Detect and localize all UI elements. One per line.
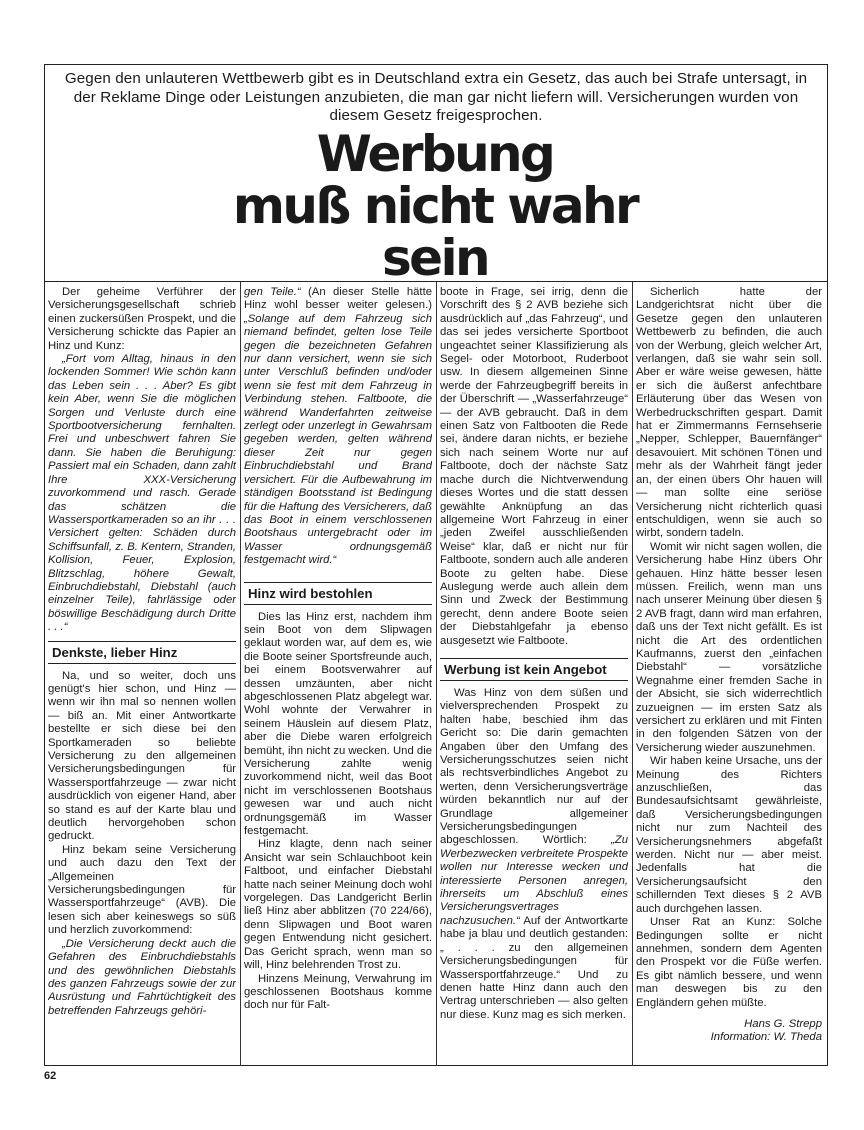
paragraph: Dies las Hinz erst, nachdem ihm sein Boot von dem Slipwagen geklaut worden war, auf dem es, wie die Boote seiner Sportsfreunde auch, bei einem Bootsverwahrer auf dessen umzäunten, aber nicht abgeschlossenen Platz abgelegt war. Wohl wohnte der Verwahrer in seinem Häuslein auf diesem Platz, aber die Diebe waren erfolgreich bemüht, ihn nicht zu wecken. Und die Versicherung zahlte wenig zuvorkommend nicht, weil das Boot nicht im verschlossenen Bootshaus gewesen war und auch nicht ordnungsgemäß im Wasser festgemacht. — [244, 610, 432, 838]
paragraph: Der geheime Verführer der Versicherungsgesellschaft schrieb einen zuckersüßen Prospekt, und die Versicherung schickte das Papier an Hinz und Kunz: — [48, 286, 236, 352]
text-fragment: Auf der Antwortkarte habe ja blau und deutlich gestanden: „ . . . zu den allgemeinen Versicherungsbedingungen für Wassersportfahrzeuge.“ Und zu denen hatte Hinz dann auch den Vertrag unterschrieben — also gelten nur diese. Kunz mag es sich merken. — [440, 914, 628, 1021]
paragraph: Hinzens Meinung, Verwahrung im geschlossenen Bootshaus komme doch nur für Falt- — [244, 972, 432, 1012]
subheading-werbung-ist-kein-angebot: Werbung ist kein Angebot — [440, 658, 628, 681]
page-number: 62 — [44, 1070, 57, 1082]
paragraph: Womit wir nicht sagen wollen, die Versicherung habe Hinz übers Ohr gehauen. Hinz hätte besser lesen müssen. Freilich, wenn man uns nach unserer Meinung über diesen § 2 AVB fragt, dann wird man erfahren, daß uns der Text nicht gefällt. Es ist nicht die Art des ordentlichen Kaufmanns, zuerst den „einfachen Diebstahl“ — vorsätzliche Wegnahme einer fremden Sache in der Absicht, sie sich widerrechtlich zuzueignen — im ersten Satz als versichert zu erklären und mit Finten in den folgenden Sätzen von der Versicherung wieder auszunehmen. — [636, 540, 822, 754]
paragraph — [244, 286, 432, 568]
author-line: Hans G. Strepp — [744, 1017, 822, 1030]
quote-fragment: „Zu Werbezwecken verbreitete Prospekte wollen nur Interesse wecken und interessierte Personen anregen, ihrerseits um Abschluß eines Versicherungsvertrages nachzusuchen.“ — [440, 834, 628, 927]
column-divider-1 — [240, 282, 241, 1066]
column-4 — [636, 286, 822, 1064]
headline-line-3: sein — [381, 229, 488, 287]
paragraph — [440, 687, 628, 1022]
text-fragment: (An dieser Stelle hätte Hinz wohl besser weiter gelesen.) — [244, 286, 432, 312]
headline-line-2: muß nicht wahr — [232, 177, 638, 235]
quote-fragment: gen Teile.“ — [244, 286, 301, 298]
subheading-denkste: Denkste, lieber Hinz — [48, 641, 236, 664]
column-divider-3 — [632, 282, 633, 1066]
quote-paragraph: „Die Versicherung deckt auch die Gefahren des Einbruchdiebstahls und des gewöhnlichen Diebstahls des ganzen Fahrzeugs sowie der zur Ausrüstung und Fahrtüchtigkeit des betreffenden Fahrzeugs gehöri- — [48, 937, 236, 1017]
paragraph: boote in Frage, sei irrig, denn die Vorschrift des § 2 AVB beziehe sich ausdrücklich auf „das Fahrzeug“, und das sei jedes versicherte Sportboot ungeachtet seiner Klassifizierung als Segel- oder Motorboot, Ruderboot usw. In diesem allgemeinen Sinne werde der Fahrzeugbegriff bereits in der Überschrift — „Wasserfahrzeuge“ — der AVB gebraucht. Daß in dem einen Satz von Faltbooten die Rede sei, ändere daran nichts, er beziehe sich nach seinem Worte nur auf Faltboote, doch der nächste Satz mache durch die Nichtverwendung dieses Wortes und die statt dessen gewählte Anknüpfung an das allgemeine Wort Fahrzeug in einer „jeden Zweifel ausschließenden Weise“ klar, daß er nicht nur für Faltboote, sondern auch alle anderen Boote zu gelten habe. Diese Auslegung werde auch allein dem Sinn und Zweck der Bestimmung gerecht, denn andere Boote seien der Diebstahlgefahr ja ebenso ausgesetzt wie Faltboote. — [440, 286, 628, 647]
information-line: Information: W. Theda — [710, 1031, 822, 1044]
paragraph: Wir haben keine Ursache, uns der Meinung des Richters anzuschließen, das Bundesaufsichtsamt gewährleiste, daß Versicherungsbedingungen nicht nur zum Nachteil des Versicherungsnehmers abgefaßt werden. Nicht nur — aber meist. Jedenfalls hat die Versicherungsaufsicht den schillernden Text dieses § 2 AVB auch durchgehen lassen. — [636, 755, 822, 915]
column-divider-2 — [436, 282, 437, 1066]
column-3 — [440, 286, 628, 1064]
paragraph: Unser Rat an Kunz: Solche Bedingungen sollte er nicht annehmen, sondern dem Agenten den Prospekt vor die Füße werfen. Es gibt nämlich bessere, und wenn man deswegen bis zu den Engländern gehen müßte. — [636, 916, 822, 1009]
headline-line-1: Werbung — [316, 125, 554, 183]
paragraph: Na, und so weiter, doch uns genügt's hier schon, und Hinz — wenn wir ihn mal so nennen wollen — biß an. Mit einer Antwortkarte bestellte er sich diese bei den Sportkameraden so beliebte Versicherung zu den allgemeinen Versicherungsbedingungen für Wassersportfahrzeuge — zwar nicht ausdrücklich von eigener Hand, aber so stand es auf der Karte blau und deutlich hervorgehoben schon gedruckt. — [48, 669, 236, 843]
headline — [210, 125, 660, 287]
column-2 — [244, 286, 432, 1064]
text-fragment: Was Hinz von dem süßen und vielversprechenden Prospekt zu halten habe, beschied ihm das Gericht so: Die darin gemachten Angaben über den Umfang des Versicherungsschutzes seien nicht als rechtsverbindliches Angebot zu werten, denn Versicherungsverträge würden bekanntlich nur auf der Grundlage allgemeiner Versicherungsbedingungen abgeschlossen. Wörtlich: — [440, 686, 628, 847]
paragraph: Hinz bekam seine Versicherung und auch dazu den Text der „Allgemeinen Versicherungsbedingungen für Wassersportfahrzeuge“ (AVB). Die lesen sich aber keineswegs so süß und herzlich zuvorkommend: — [48, 843, 236, 937]
paragraph: Hinz klagte, denn nach seiner Ansicht war sein Schlauchboot kein Faltboot, und einfacher Diebstahl hatte nach seiner Meinung doch wohl vorgelegen. Das Landgericht Berlin ließ Hinz aber abblitzen (70 224/66), denn Slipwagen und Boot waren gegen Entwendung nicht gesichert. Das Gericht sprach, wenn man so will, Hinz belehrenden Trost zu. — [244, 838, 432, 972]
column-1 — [48, 286, 236, 1064]
quote-fragment: „Solange auf dem Fahrzeug sich niemand befindet, gelten lose Teile gegen die bezeichneten Gefahren nur dann versichert, wenn sie sich unter Verschluß befinden und/oder wenn sie fest mit dem Fahrzeug in Verbindung stehen. Faltboote, die während Wanderfahrten zeitweise zerlegt oder unzerlegt in Gewahrsam gegeben werden, gelten während dieser Zeit nur gegen Einbruchdiebstahl und Brand versichert. Für die Aufbewahrung im ständigen Bootsstand ist Bedingung für die Haftung des Versicherers, daß das Boot in einem verschlossenen Bootshaus untergebracht oder im Wasser ordnungsgemäß festgemacht wird.“ — [244, 312, 432, 567]
lead-text: Gegen den unlauteren Wettbewerb gibt es in Deutschland extra ein Gesetz, das auch bei Strafe untersagt, in der Reklame Dinge oder Leistungen anzubieten, die man gar nicht liefern will. Versicherungen wurden von diesem Gesetz freigesprochen. — [64, 70, 808, 124]
subheading-hinz-wird-bestohlen: Hinz wird bestohlen — [244, 582, 432, 605]
paragraph: Sicherlich hatte der Landgerichtsrat nicht über die Gesetze gegen den unlauteren Wettbewerb zu befinden, die auch von der Werbung, gleich welcher Art, verlangen, daß sie wahr sein soll. Aber er wäre weise gewesen, hätte er sich die äußerst anfechtbare Erläuterung über das Wesen von Werbedruckschriften gespart. Damit hat er Zimmermanns Fernsehserie „Nepper, Schlepper, Bauernfänger“ desavouiert. Mit schönen Tönen und mehr als der Wahrheit fängt jeder an, der einen übers Ohr hauen will — man sollte eine seriöse Versicherung nicht richterlich quasi entschuldigen, wenn sie auch so wirbt, sondern tadeln. — [636, 286, 822, 540]
quote-paragraph: „Fort vom Alltag, hinaus in den lockenden Sommer! Wie schön kann das Leben sein . . . Aber? Es gibt kein Aber, wenn Sie die möglichen Sorgen und Verluste durch eine Sportbootversicherung fernhalten. Frei und unbeschwert fahren Sie dann. Sie haben die Beruhigung: Passiert mal ein Schaden, dann zahlt Ihre XXX-Versicherung zuvorkommend und rasch. Gerade das schätzen die Wassersportkameraden so an ihr . . . Versichert gelten: Schäden durch Schiffsunfall, z. B. Kentern, Stranden, Kollision, Feuer, Explosion, Blitzschlag, höhere Gewalt, Einbruchdiebstahl, Diebstahl (auch einzelner Teile), fahrlässige oder böswillige Beschädigung durch Dritte . . .“ — [48, 353, 236, 634]
